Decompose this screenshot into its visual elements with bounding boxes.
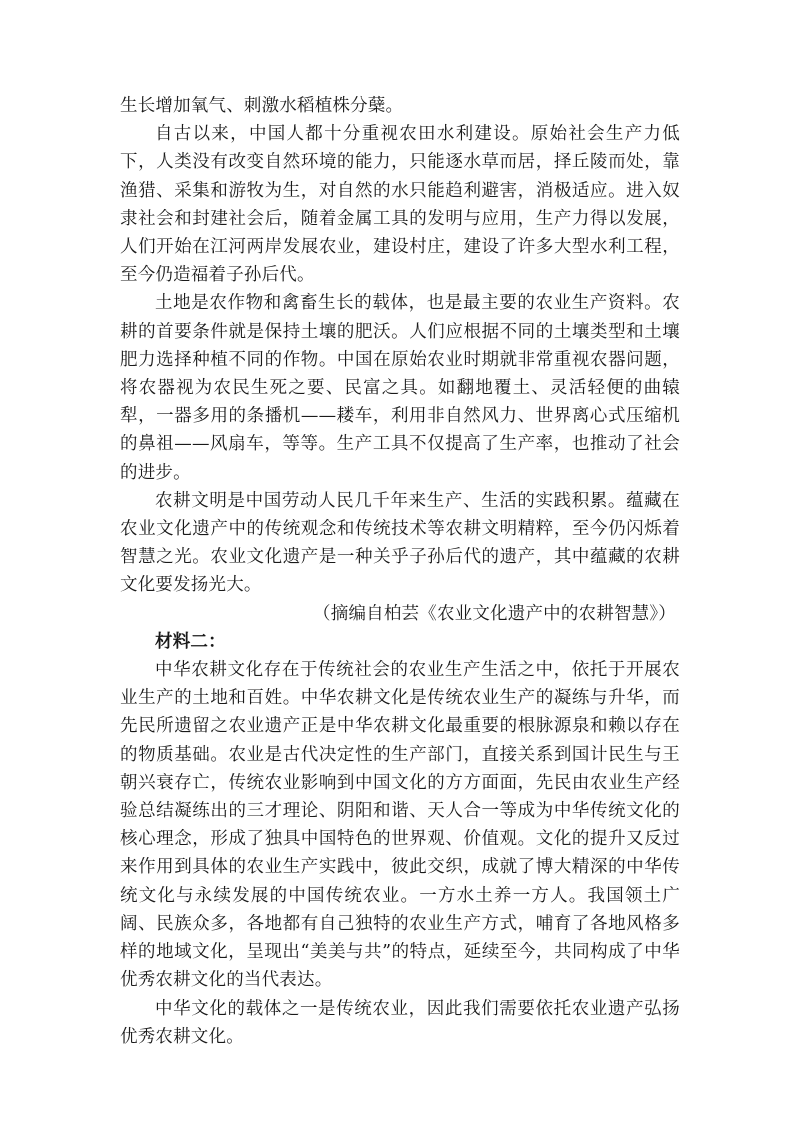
paragraph-continuation: 生长增加氧气、刺激水稻植株分蘖。 xyxy=(120,96,404,116)
paragraph-land-and-tools: 土地是农作物和禽畜生长的载体，也是最主要的农业生产资料。农耕的首要条件就是保持土壤的肥沃。人们应根据不同的土壤类型和土壤肥力选择种植不同的作物。中国在原始农业时期就非常重视农器问题，将农器视为农民生死之要、民富之具。如翻地覆土、灵活轻便的曲辕犁，一器多用的条播机——耧车，利用非自然风力、世界离心式压缩机的鼻祖——风扇车，等等。生产工具不仅提高了生产率，也推动了社会的进步。 xyxy=(120,293,680,483)
material-two-heading: 材料二： xyxy=(155,631,226,652)
paragraph-water-conservancy: 自古以来，中国人都十分重视农田水利建设。原始社会生产力低下，人类没有改变自然环境的能力，只能逐水草而居，择丘陵而处，靠渔猎、采集和游牧为生，对自然的水只能趋利避害，消极适应。进入奴隶社会和封建社会后，随着金属工具的发明与应用，生产力得以发展，人们开始在江河两岸发展农业，建设村庄，建设了许多大型水利工程，至今仍造福着子孙后代。 xyxy=(120,124,680,286)
paragraph-farming-civilization: 农耕文明是中国劳动人民几千年来生产、生活的实践积累。蕴藏在农业文化遗产中的传统观念和传统技术等农耕文明精粹，至今仍闪烁着智慧之光。农业文化遗产是一种关乎子孙后代的遗产，其中蕴藏的农耕文化要发扬光大。 xyxy=(120,490,680,596)
source-citation: （摘编自柏芸《农业文化遗产中的农耕智慧》） xyxy=(313,603,676,624)
paragraph-farming-culture: 中华农耕文化存在于传统社会的农业生产生活之中，依托于开展农业生产的土地和百姓。中华农耕文化是传统农业生产的凝练与升华，而先民所遗留之农业遗产正是中华农耕文化最重要的根脉源泉和赖以存在的物质基础。农业是古代决定性的生产部门，直接关系到国计民生与王朝兴衰存亡，传统农业影响到中国文化的方方面面，先民由农业生产经验总结凝练出的三才理论、阴阳和谐、天人合一等成为中华传统文化的核心理念，形成了独具中国特色的世界观、价值观。文化的提升又反过来作用到具体的农业生产实践中，彼此交织，成就了博大精深的中华传统文化与永续发展的中国传统农业。一方水土养一方人。我国领土广阔、民族众多，各地都有自己独特的农业生产方式，哺育了各地风格多样的地域文化，呈现出“美美与共”的特点，延续至今，共同构成了中华优秀农耕文化的当代表达。 xyxy=(120,660,680,991)
paragraph-conclusion: 中华文化的载体之一是传统农业，因此我们需要依托农业遗产弘扬优秀农耕文化。 xyxy=(120,998,680,1047)
document-page xyxy=(120,92,680,1051)
